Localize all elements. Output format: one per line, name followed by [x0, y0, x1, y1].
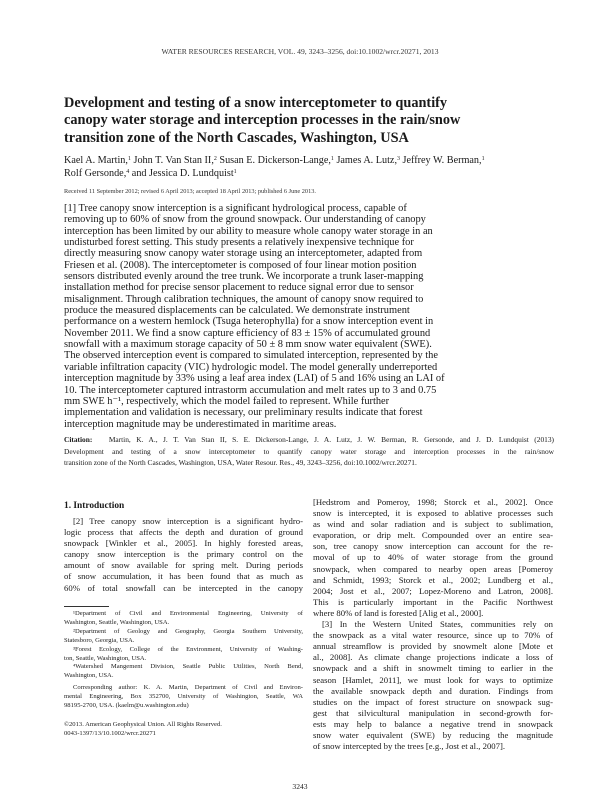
- author-name: Susan E. Dickerson-Lange,: [219, 155, 331, 166]
- text-line: ton, Seattle, Washington, USA.: [64, 654, 147, 662]
- text-line: Friesen et al. (2008). The interceptometer is composed of four linear motion position: [64, 259, 417, 271]
- author: [336, 155, 400, 166]
- text-line: logic process that affects the depth and duration of ground: [64, 527, 303, 538]
- text-line: ests may help to balance a negative trend in snowpack: [313, 718, 553, 729]
- text-line: Washington, Seattle, Washington, USA.: [64, 618, 170, 626]
- author-affiliation-mark: 1: [481, 156, 485, 162]
- text-line: performance on a western hemlock (Tsuga heterophylla) for a snow interception event in: [64, 316, 434, 328]
- text-line: removing up to 60% of snow from the ground snowpack. Our understanding of canopy: [64, 214, 426, 226]
- author: [132, 168, 237, 179]
- text-line: al., 2008]. As climate change projections indicate a loss of: [313, 652, 553, 663]
- author-affiliation-mark: 1: [330, 156, 334, 162]
- text-line: ²Department of Geology and Geography, Georgia Southern University,: [73, 627, 303, 635]
- text-line: snow is intercepted, it is exposed to ablative processes such: [313, 508, 553, 519]
- author: [64, 155, 131, 166]
- author-list: [64, 154, 564, 180]
- citation-line: [64, 434, 554, 446]
- author: [134, 155, 217, 166]
- text-line: [3] In the Western United States, communities rely on: [322, 619, 553, 630]
- text-line: snowpack [Winkler et al., 2005]. In highly forested areas,: [64, 538, 303, 549]
- text-line: snowfall with a maximum storage capacity of 50 ± 8 mm snow water equivalent (SWE).: [64, 339, 432, 351]
- footnote-divider: [64, 606, 109, 607]
- text-line: studies on the impact of forest structure on snowpack sug-: [313, 696, 553, 707]
- author-affiliation-mark: 2: [213, 156, 217, 162]
- text-line: misalignment. Through calibration techniques, the amount of canopy snow required to: [64, 293, 424, 305]
- author: [403, 155, 485, 166]
- author-name: Jeffrey W. Berman,: [402, 155, 482, 166]
- author-name: John T. Van Stan II,: [133, 155, 214, 166]
- text-line: ⁴Watershed Mangement Division, Seattle Public Utilities, North Bend,: [73, 663, 303, 671]
- running-header: WATER RESOURCES RESEARCH, VOL. 49, 3243–3256, doi:10.1002/wrcr.20271, 2013: [161, 47, 439, 56]
- text-line: November 2011. We find a snow capture efficiency of 83 ± 15% of accumulated ground: [64, 327, 431, 339]
- author-name: James A. Lutz,: [336, 155, 397, 166]
- text-line: interception has been limited by our ability to measure whole canopy water storage in an: [64, 225, 433, 237]
- author-name: Kael A. Martin,: [64, 155, 128, 166]
- text-line: 10. The interceptometer captured intrastorm accumulation and melt rates up to 3 and 0.75: [64, 384, 437, 396]
- author-affiliation-mark: 1: [127, 156, 131, 162]
- text-line: implementation and validation is necessary, our preliminary results indicate that forest: [64, 407, 423, 419]
- page-number: 3243: [292, 782, 308, 791]
- text-line: amount of snow available for spring melt. During periods: [64, 560, 303, 571]
- copyright-notice: [64, 720, 222, 738]
- text-line: ³Forest Ecology, College of the Environment, University of Washing-: [73, 645, 303, 653]
- text-line: snow water equivalent (SWE) by reducing the magnitude: [313, 729, 553, 740]
- author-name: and Jessica D. Lundquist: [131, 168, 234, 179]
- text-line: 2004; Jost et al., 2007; Lopez-Moreno and Latron, 2008].: [313, 585, 553, 596]
- text-line: The observed interception event is compared to simulated interception, represented by the: [64, 350, 438, 362]
- text-line: moval of up to 40% of water storage from the ground: [313, 552, 553, 563]
- citation-line: transition zone of the North Cascades, Washington, USA, Water Resour. Res., 49, 3243–3256, doi:10.1002/wrcr.20271.: [64, 458, 417, 467]
- text-line: snowpack and a shift in snowmelt timing to earlier in the: [313, 663, 553, 674]
- text-line: undisturbed forest setting. This study presents a relatively inexpensive technique for: [64, 237, 414, 249]
- text-line: This is particularly important in the Pacific Northwest: [313, 596, 553, 607]
- text-line: produce the measured displacements can be calculated. We demonstrate instrument: [64, 305, 410, 317]
- text-line: Statesboro, Georgia, USA.: [64, 636, 135, 644]
- text-line: installation method for precise sensor placement to reduce signal error due to sensor: [64, 282, 414, 294]
- author-name: Rolf Gersonde,: [64, 168, 127, 179]
- text-line: canopy snow interception is the primary control on the: [64, 549, 303, 560]
- text-line: interception magnitude by 33% using a leaf area index (LAI) of 5 and 16% using an LAI of: [64, 373, 445, 385]
- text-line: [2] Tree canopy snow interception is a significant hydro-: [73, 516, 303, 526]
- text-line: the available snowpack depth and duration. Findings from: [313, 685, 553, 696]
- text-line: of snow accumulation, it has been found that as much as: [64, 571, 303, 582]
- text-line: [Hedstrom and Pomeroy, 1998; Storck et al., 2002]. Once: [313, 497, 553, 507]
- citation-text: Martin, K. A., J. T. Van Stan II, S. E. Dickerson-Lange, J. A. Lutz, J. W. Berman, R. Gersonde, and J. D. Lundquist (2013): [108, 435, 554, 444]
- text-line: sensors distributed evenly around the tree trunk. We incorporate a trunk laser-mapping: [64, 271, 424, 283]
- author: [64, 168, 129, 179]
- text-line: where 80% of land is forested [Alig et al., 2000].: [313, 607, 484, 618]
- text-line: gest that silvicultural manipulation in second-growth for-: [313, 707, 553, 718]
- text-line: 60% of total snowfall can be intercepted in the canopy: [64, 582, 303, 593]
- abstract: [64, 203, 504, 430]
- text-line: transition zone of the North Cascades, Washington, USA: [64, 129, 409, 146]
- text-line: of snow intercepted by the trees [e.g., Jost et al., 2007].: [313, 741, 506, 752]
- author-affiliation-mark: 1: [233, 169, 237, 175]
- author-affiliation-mark: 4: [126, 169, 130, 175]
- text-line: mm SWE h⁻¹, respectively, which the model failed to represent. While further: [64, 395, 390, 407]
- text-line: variable infiltration capacity (VIC) hydrologic model. The model generally underreported: [64, 361, 438, 373]
- author: [219, 155, 333, 166]
- left-column-text: [64, 516, 303, 594]
- section-heading-introduction: 1. Introduction: [64, 501, 125, 511]
- article-title: [64, 95, 544, 147]
- text-line: Corresponding author: K. A. Martin, Department of Civil and Environ-: [73, 684, 303, 691]
- text-line: son, tree canopy snow interception can account for the re-: [313, 541, 553, 552]
- text-line: evaporation, or drip melt. Compounded over an entire sea-: [313, 530, 553, 541]
- text-line: as wind and solar radiation and is subject to sublimation,: [313, 519, 553, 530]
- text-line: mental Engineering, Box 352700, University of Washington, Seattle, WA: [64, 693, 303, 700]
- right-column-text: [313, 497, 553, 752]
- citation-label: Citation:: [64, 435, 93, 444]
- author-affiliation-mark: 3: [397, 156, 400, 162]
- corresponding-author: [64, 683, 303, 710]
- text-line: canopy water storage and interception processes in the rain/snow: [64, 112, 461, 129]
- text-line: interception magnitude may be underestimated in maritime areas.: [64, 418, 337, 430]
- text-line: snowpack, when compared to nearby open areas [Pomeroy: [313, 563, 553, 574]
- text-line: annual streamflow is provided by snowmelt alone [Mote et: [313, 641, 553, 652]
- text-line: and Schmidt, 1993; Storck et al., 2002; Lundberg et al.,: [313, 574, 553, 585]
- text-line: the snowpack as a vital water resource, since up to 70% of: [313, 630, 553, 641]
- affiliation-footnotes: [64, 610, 303, 681]
- text-line: directly measuring snow canopy water storage using an interceptometer, adapted from: [64, 248, 423, 260]
- text-line: 98195-2700, USA. (kaelm@u.washington.edu): [64, 702, 189, 709]
- citation: [64, 434, 554, 469]
- text-line: ©2013. American Geophysical Union. All Rights Reserved.: [64, 721, 222, 728]
- text-line: Washington, USA.: [64, 672, 114, 680]
- citation-line: Development and testing of a snow interceptometer to quantify canopy water storage and interception processes in the rain/snow: [64, 446, 554, 456]
- text-line: season [Hamlet, 2011], we must look for ways to optimize: [313, 674, 553, 685]
- text-line: ¹Department of Civil and Environmental Engineering, University of: [73, 610, 303, 617]
- text-line: [1] Tree canopy snow interception is a significant hydrological process, capable of: [64, 203, 407, 214]
- text-line: Development and testing of a snow interceptometer to quantify: [64, 95, 448, 111]
- publication-dates: Received 11 September 2012; revised 6 April 2013; accepted 18 April 2013; published 6 June 2013.: [64, 188, 316, 195]
- text-line: 0043-1397/13/10.1002/wrcr.20271: [64, 730, 156, 737]
